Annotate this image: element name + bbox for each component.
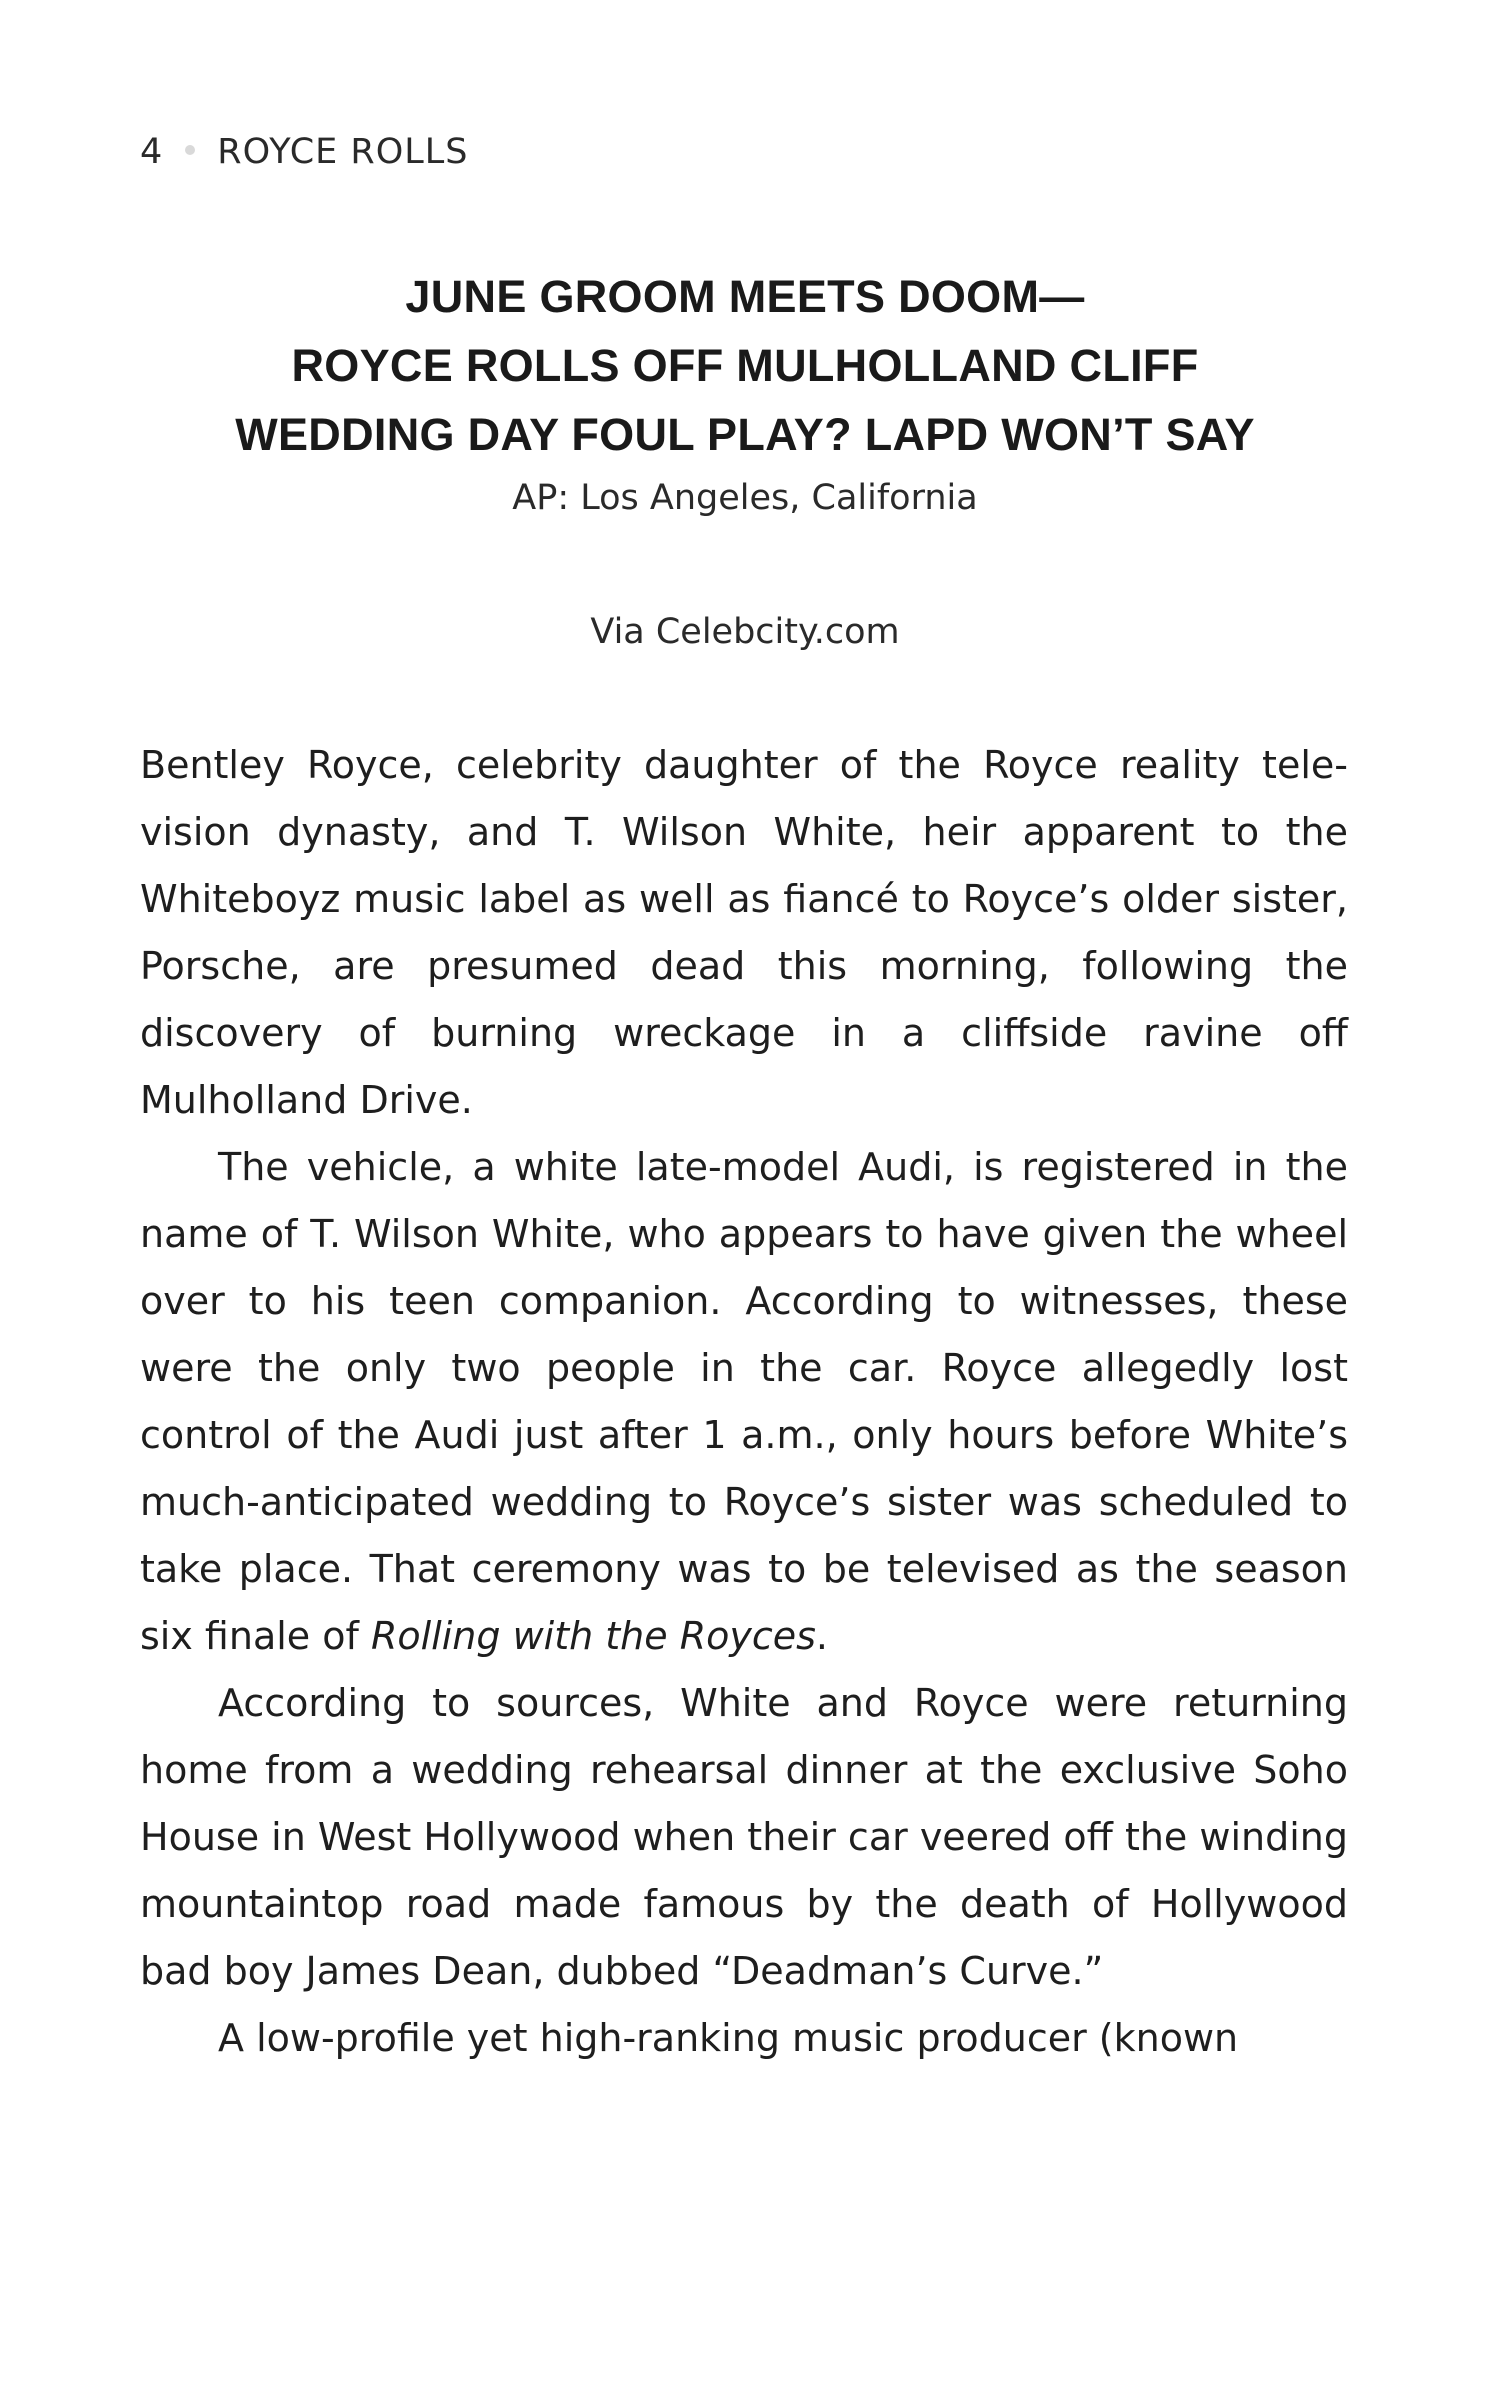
paragraph-2-text: The vehicle, a white late-model Audi, is registered in the name of T. Wilson White, who appears to have given the wheel over to his teen companion. According to witnesses, these were the only two people in the car. Royce allegedly lost control of the Audi just after 1 a.m., only hours before White’s much-anticipated wedding to Royce’s sister was scheduled to take place. That ceremony was to be televised as the season six finale of bbox=[140, 1145, 1348, 1658]
paragraph-2 bbox=[140, 1134, 1348, 1670]
headline-line-1: JUNE GROOM MEETS DOOM— bbox=[405, 271, 1085, 322]
headline-line-2: ROYCE ROLLS OFF MULHOLLAND CLIFF bbox=[291, 340, 1199, 391]
source-credit: Via Celebcity.com bbox=[590, 612, 900, 652]
headline-line-3: WEDDING DAY FOUL PLAY? LAPD WON’T SAY bbox=[235, 409, 1255, 460]
show-title: Rolling with the Royces bbox=[370, 1614, 816, 1658]
article-body bbox=[140, 732, 1348, 2072]
article-headline bbox=[140, 262, 1350, 469]
page-number: 4 bbox=[140, 132, 164, 172]
bullet-separator-icon bbox=[185, 145, 195, 155]
running-head bbox=[140, 132, 468, 172]
book-title: ROYCE ROLLS bbox=[217, 132, 469, 172]
paragraph-2-end: . bbox=[815, 1614, 829, 1658]
paragraph-4: A low-profile yet high-ranking music producer (known bbox=[218, 2016, 1239, 2060]
paragraph-3: According to sources, White and Royce were returning home from a wedding rehearsal dinner at the exclusive Soho House in West Hollywood when their car veered off the winding mountaintop road made famous by the death of Hollywood bad boy James Dean, dubbed “Deadman’s Curve.” bbox=[140, 1681, 1348, 1993]
paragraph-1: Bentley Royce, celebrity daughter of the Royce reality television dynasty, and T. Wilson White, heir apparent to the Whiteboyz music label as well as fiancé to Royce’s older sister, Porsche, are presumed dead this morning, following the discovery of burning wreckage in a cliffside ravine off Mulholland Drive. bbox=[140, 743, 1348, 1122]
dateline: AP: Los Angeles, California bbox=[512, 478, 978, 518]
